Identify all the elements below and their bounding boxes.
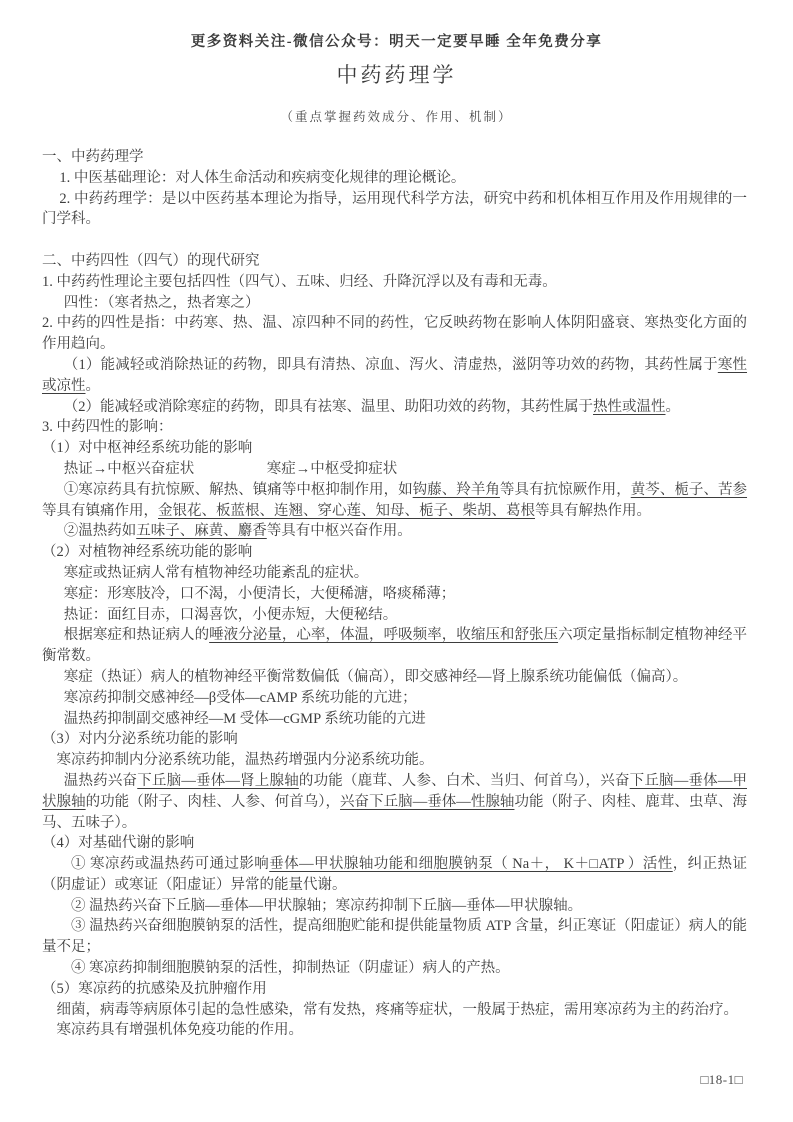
text-run: 。: [85, 377, 100, 394]
underlined-text: 钩藤、羚羊角: [412, 481, 500, 498]
text-run: （3）对内分泌系统功能的影响: [42, 731, 238, 748]
paragraph: [42, 958, 747, 979]
paragraph: [42, 896, 747, 917]
text-run: 的功能（鹿茸、人参、白术、当归、何首乌），兴奋: [298, 772, 630, 789]
paragraph: [42, 916, 747, 958]
document-title: 中药药理学: [336, 63, 457, 87]
text-run: 四性：（寒者热之，热者寒之）: [63, 294, 260, 311]
paragraph: [42, 459, 747, 480]
text-run: 等具有抗惊厥作用，: [499, 481, 631, 498]
underlined-text: 兴奋下丘脑—垂体—性腺轴: [340, 793, 515, 810]
paragraph: [42, 480, 747, 522]
text-run: ②温热药如: [63, 523, 137, 540]
text-run: 温热药兴奋: [63, 772, 138, 789]
text-run: （2）对植物神经系统功能的影响: [42, 544, 253, 561]
paragraph: [42, 688, 747, 709]
page-number: □18-1□: [700, 1072, 743, 1087]
text-run: ④ 寒凉药抑制细胞膜钠泵的活性，抑制热证（阴虚证）病人的产热。: [71, 960, 510, 977]
text-run: （1）能减轻或消除热证的药物，即具有清热、凉血、泻火、清虚热，滋阴等功效的药物，其药性属于: [63, 356, 718, 373]
text-run: 六项定量指标制定植物神经平衡常数。: [42, 627, 748, 665]
text-run: 寒凉药具有增强机体免疫功能的作用。: [56, 1022, 303, 1039]
underlined-text: 下丘脑—垂体—甲状腺轴: [42, 772, 748, 810]
underlined-text: 唾液分泌量，心率，体温，呼吸频率，收缩压和舒张压: [209, 627, 559, 644]
text-run: 寒凉药抑制内分泌系统功能，温热药增强内分泌系统功能。: [56, 752, 434, 769]
text-run: 寒症：形寒肢冷，口不渴，小便清长，大便稀溏，咯痰稀薄；: [63, 585, 456, 602]
text-run: 2. 中药药理学：是以中医药基本理论为指导，运用现代科学方法，研究中药和机体相互作用及作用规律的一门学科。: [42, 190, 747, 228]
text-run: 寒凉药抑制交感神经—β受体—cAMP 系统功能的亢进；: [63, 689, 417, 706]
paragraph: [42, 979, 747, 1000]
paragraph: [42, 1020, 747, 1041]
text-run: 1. 中药药性理论主要包括四性（四气）、五味、归经、升降沉浮以及有毒和无毒。: [42, 273, 557, 290]
text-run: ③ 温热药兴奋细胞膜钠泵的活性，提高细胞贮能和提供能量物质 ATP 含量，纠正寒证（阳虚证）病人的能量不足；: [42, 918, 747, 956]
text-run: 1. 中医基础理论：对人体生命活动和疾病变化规律的理论概论。: [59, 169, 466, 186]
paragraph: [42, 1000, 747, 1021]
text-run: 等具有镇痛作用，: [42, 502, 158, 519]
paragraph: [42, 272, 747, 293]
text-run: （5）寒凉药的抗感染及抗肿瘤作用: [42, 980, 267, 997]
paragraph: [42, 355, 747, 397]
paragraph: [42, 854, 747, 896]
text-run: 细菌，病毒等病原体引起的急性感染，常有发热，疼痛等症状，一般属于热症，需用寒凉药为主的药治疗。: [56, 1001, 738, 1018]
paragraph: [42, 584, 747, 605]
paragraph: [42, 709, 747, 730]
blank-line: [42, 230, 747, 251]
underlined-text: 下丘脑—垂体—肾上腺轴: [137, 772, 299, 789]
underlined-text: 金银花、板蓝根、连翘、穿心莲、知母、栀子、柴胡、葛根: [158, 502, 535, 519]
paragraph: [42, 251, 747, 272]
paragraph: [42, 729, 747, 750]
paragraph: [42, 417, 747, 438]
text-run: 一、中药药理学: [42, 149, 144, 165]
text-run: 2. 中药的四性是指：中药寒、热、温、凉四种不同的药性，它反映药物在影响人体阴阳盛衰、寒热变化方面的作用趋向。: [42, 315, 747, 353]
text-run: 热证：面红目赤，口渴喜饮，小便赤短，大便秘结。: [63, 606, 398, 623]
text-run: （1）对中枢神经系统功能的影响: [42, 440, 253, 457]
promo-header: 更多资料关注-微信公众号：明天一定要早睡 全年免费分享: [190, 34, 603, 50]
paragraph: [42, 605, 747, 626]
text-run: （2）能减轻或消除寒症的药物，即具有祛寒、温里、助阳功效的药物，其药性属于: [63, 398, 593, 415]
paragraph: [42, 833, 747, 854]
text-run: ①寒凉药具有抗惊厥、解热、镇痛等中枢抑制作用，如: [63, 481, 413, 498]
paragraph: [42, 293, 747, 314]
text-run: 的功能（附子、肉桂、人参、何首乌），: [85, 793, 341, 810]
document-body: [0, 147, 793, 1041]
underlined-text: 垂体—甲状腺轴功能和细胞膜钠泵（ Na＋， K＋□ATP ）活性: [269, 856, 673, 873]
document-subtitle: （重点掌握药效成分、作用、机制）: [280, 110, 513, 124]
paragraph: [42, 189, 747, 231]
text-run: 3. 中药四性的影响：: [42, 419, 173, 436]
paragraph: [42, 667, 747, 688]
paragraph: [42, 147, 747, 168]
underlined-text: 热性或温性: [593, 398, 666, 415]
text-run: 根据寒症和热证病人的: [63, 627, 210, 644]
text-run: 等具有解热作用。: [535, 502, 651, 519]
text-run: 热证→中枢兴奋症状 寒症→中枢受抑症状: [63, 460, 398, 477]
text-run: 等具有中枢兴奋作用。: [266, 523, 412, 540]
paragraph: [42, 438, 747, 459]
paragraph: [42, 563, 747, 584]
paragraph: [42, 771, 747, 833]
underlined-text: 黄芩、栀子、苦参: [630, 481, 748, 498]
text-run: （4）对基础代谢的影响: [42, 835, 195, 852]
text-run: 二、中药四性（四气）的现代研究: [42, 252, 260, 269]
text-run: ② 温热药兴奋下丘脑—垂体—甲状腺轴；寒凉药抑制下丘脑—垂体—甲状腺轴。: [71, 897, 583, 914]
underlined-text: 五味子、麻黄、麝香: [136, 523, 267, 540]
paragraph: [42, 168, 747, 189]
underlined-text: 寒性或凉性: [42, 356, 748, 394]
paragraph: [42, 521, 747, 542]
paragraph: [42, 625, 747, 667]
paragraph: [42, 750, 747, 771]
paragraph: [42, 397, 747, 418]
text-run: ，纠正热证（阴虚证）或寒证（阳虚证）异常的能量代谢。: [42, 856, 747, 893]
paragraph: [42, 313, 747, 355]
text-run: 寒症或热证病人常有植物神经功能紊乱的症状。: [63, 564, 369, 581]
text-run: 寒症（热证）病人的植物神经平衡常数偏低（偏高），即交感神经—肾上腺系统功能偏低（偏高）。: [63, 668, 688, 685]
text-run: 温热药抑制副交感神经—M 受体—cGMP 系统功能的亢进: [63, 710, 426, 727]
paragraph: [42, 542, 747, 563]
text-run: 。: [665, 398, 680, 415]
text-run: ① 寒凉药或温热药可通过影响: [71, 856, 270, 873]
text-run: 功能（附子、肉桂、鹿茸、虫草、海马、五味子）。: [42, 793, 747, 831]
